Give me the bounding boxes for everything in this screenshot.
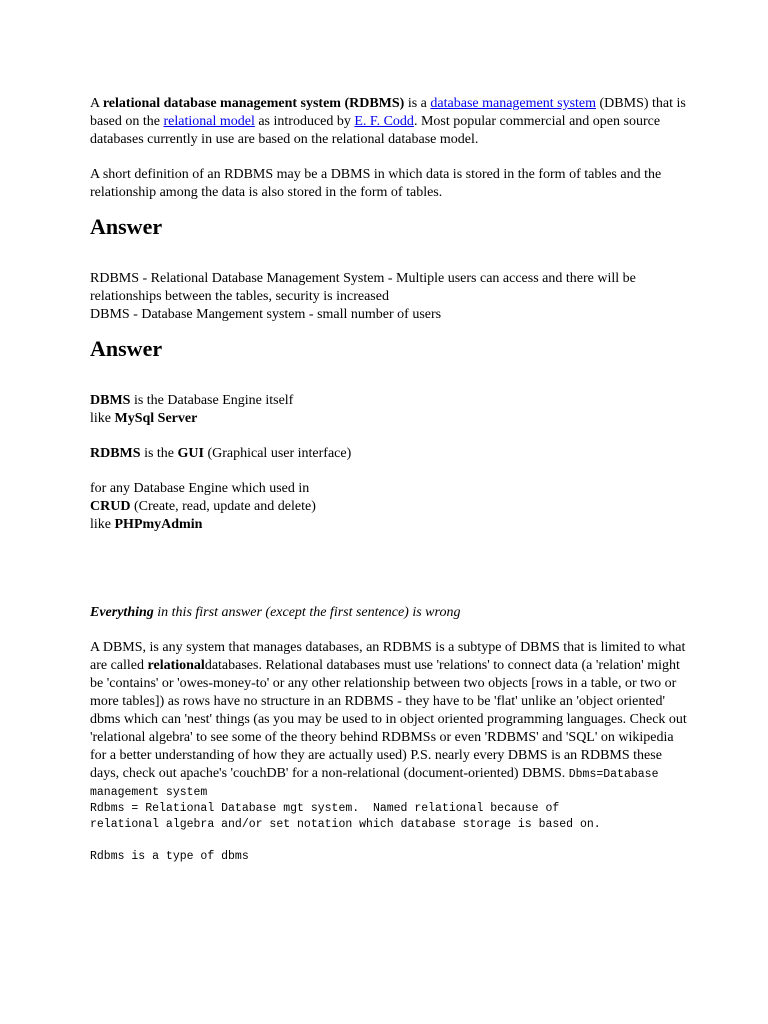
answer2-line3	[90, 445, 690, 463]
rdbms-term: relational database management system (RDBMS)	[102, 96, 405, 111]
text: like	[90, 411, 115, 426]
text: as introduced by	[254, 114, 355, 129]
mono-inline-text: Dbms=Database management system	[90, 768, 659, 799]
link-database-management-system[interactable]: database management system	[430, 96, 597, 111]
answer1-line1: RDBMS - Relational Database Management System - Multiple users can access and there will be relationships between the tables, security is increased	[90, 271, 636, 304]
text: databases. Relational databases must use 'relations' to connect data (a 'relation' might be 'contains' or 'owes-money-to' or any other relationship between two objects [rows in a table, or two or more tables]) as rows have no structure in an RDBMS - they have to be 'flat' unlike an 'object oriented' dbms which can 'nest' things (as you may be used to in object oriented programming languages. Check out 'relational algebra' to see some of the theory behind RDBMSs or even 'RDBMS' and 'SQL' on wikipedia for a better understanding of how they are actually used) P.S. nearly every DBMS is an RDBMS these days, check out apache's 'couchDB' for a non-relational (document-oriented) DBMS.	[90, 658, 687, 781]
link-ef-codd[interactable]: E. F. Codd	[354, 114, 414, 129]
bold-italic-text: Everything	[90, 605, 154, 620]
intro-paragraph	[90, 95, 690, 149]
italic-text: in this first answer (except the first sentence) is wrong	[153, 605, 461, 620]
answer2-line1	[90, 392, 690, 410]
bold-text: DBMS	[90, 393, 131, 408]
answer-heading-1: Answer	[90, 214, 163, 239]
text: (Create, read, update and delete)	[130, 499, 316, 514]
bold-text: GUI	[177, 446, 204, 461]
bold-text: relational	[147, 658, 205, 673]
document-page	[90, 95, 690, 865]
text: is the	[140, 446, 178, 461]
bold-text: RDBMS	[90, 446, 141, 461]
text: (Graphical user interface)	[203, 446, 352, 461]
text: . Most popular commercial and open source databases currently in use are based on the relational database model.	[90, 114, 661, 147]
text: is the Database Engine itself	[130, 393, 294, 408]
bold-text: MySql Server	[114, 411, 198, 426]
answer-heading-2: Answer	[90, 336, 163, 361]
text: like	[90, 517, 115, 532]
answer2-line4: for any Database Engine which used in	[90, 481, 310, 496]
bold-text: PHPmyAdmin	[114, 517, 203, 532]
answer3-intro	[90, 604, 690, 622]
answer2-line2	[90, 410, 690, 428]
answer1-line2: DBMS - Database Mangement system - small number of users	[90, 307, 442, 322]
text: A DBMS, is any system that manages databases, an RDBMS is a subtype of DBMS that is limited to what are called	[90, 640, 686, 673]
text: (DBMS) that is based on the	[90, 96, 686, 129]
definition-paragraph: A short definition of an RDBMS may be a DBMS in which data is stored in the form of tables and the relationship among the data is also stored in the form of tables.	[90, 167, 662, 200]
mono-code-block: Rdbms = Relational Database mgt system. Named relational because of relational algebra and/or set notation which database storage is based on. Rdbms is a type of dbms	[90, 802, 601, 863]
answer2-line5	[90, 498, 690, 516]
answer2-line6	[90, 516, 690, 534]
answer3-paragraph	[90, 639, 690, 801]
text: A	[90, 96, 103, 111]
bold-text: CRUD	[90, 499, 131, 514]
text: is a	[404, 96, 431, 111]
link-relational-model[interactable]: relational model	[163, 114, 255, 129]
